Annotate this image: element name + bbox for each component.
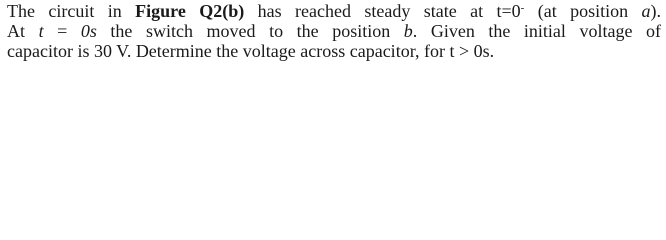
line2-post: . Given the initial voltage of: [412, 21, 662, 41]
variable-t: t: [38, 21, 44, 41]
line1-post-post: ).: [650, 1, 662, 21]
problem-line-1: [7, 1, 661, 21]
line1-mid: has reached steady state at t=0: [244, 1, 521, 21]
problem-statement: [7, 1, 661, 61]
superscript-minus: -: [520, 2, 525, 14]
position-b: b: [403, 21, 413, 41]
line2-eq: =: [43, 21, 81, 41]
line1-pre: The circuit in: [7, 1, 136, 21]
line1-post-pre: (at position: [524, 1, 642, 21]
problem-line-3: capacitor is 30 V. Determine the voltage across capacitor, for t > 0s.: [7, 41, 495, 61]
figure-reference: Figure Q2(b): [135, 1, 245, 21]
problem-line-2: [7, 21, 661, 41]
position-a: a: [641, 1, 651, 21]
time-zero: 0s: [80, 21, 97, 41]
line2-at: At: [7, 21, 39, 41]
line2-mid: the switch moved to the position: [96, 21, 404, 41]
